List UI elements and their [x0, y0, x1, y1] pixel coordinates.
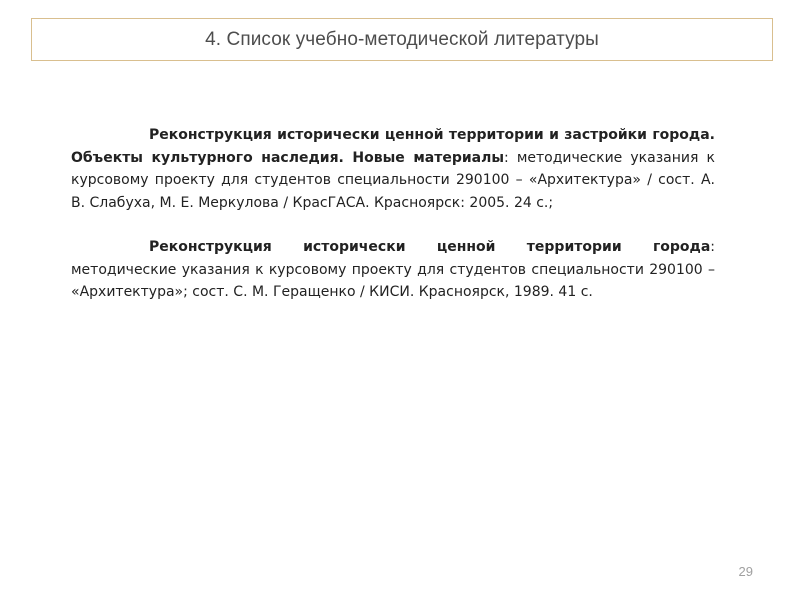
- literature-entry-2-details: : методические указания к курсовому проекту для студентов специальности 290100 – «Архитектура»; сост. С. М. Геращенко / КИСИ. Красноярск, 1989. 41 с.: [71, 239, 715, 300]
- slide-title: 4. Список учебно-методической литературы: [205, 28, 599, 50]
- slide-title-box: [31, 18, 773, 61]
- literature-entry-1: [71, 124, 715, 214]
- page-number: 29: [738, 564, 753, 579]
- literature-entry-2: [71, 236, 715, 304]
- literature-entry-2-title: Реконструкция исторически ценной территории города: [149, 239, 711, 255]
- literature-entry-1-details: : методические указания к курсовому проекту для студентов специальности 290100 – «Архитектура» / сост. А. В. Слабуха, М. Е. Меркулова / КрасГАСА. Красноярск: 2005. 24 с.;: [71, 149, 715, 211]
- literature-entry-1-title: Реконструкция исторически ценной территории и застройки города. Объекты культурного наследия. Новые материалы: [71, 127, 715, 166]
- literature-list: [71, 124, 715, 326]
